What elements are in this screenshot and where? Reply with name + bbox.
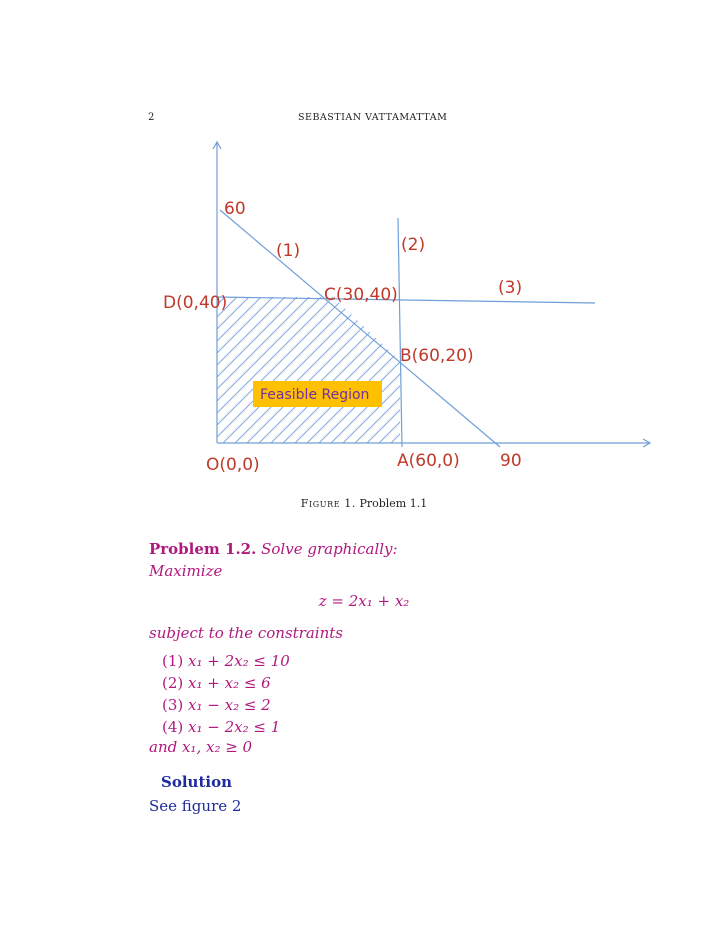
maximize-label: Maximize: [149, 562, 223, 580]
label-point-d: D(0,40): [163, 293, 228, 313]
problem-instruction: Solve graphically:: [261, 540, 398, 558]
objective-function: z = 2x₁ + x₂: [318, 592, 410, 610]
constraint-num: (4): [162, 718, 184, 736]
label-x90: 90: [500, 451, 522, 471]
hatch-line: [0, 270, 180, 470]
constraint-row: [162, 672, 290, 694]
feasible-region-label: Feasible Region: [260, 387, 370, 403]
constraint-num: (1): [162, 652, 184, 670]
figure-caption: [0, 497, 728, 510]
caption-prefix: Figure 1.: [300, 497, 356, 510]
constraint-expr: x₁ − x₂ ≤ 2: [188, 696, 271, 714]
label-point-a: A(60,0): [397, 451, 460, 471]
problem-heading: Problem 1.2.: [149, 540, 257, 558]
label-line-1: (1): [276, 241, 301, 261]
constraint-line-1: [220, 210, 500, 447]
hatch-line: [460, 270, 660, 470]
label-line-3: (3): [498, 278, 523, 298]
subject-to-label: subject to the constraints: [149, 624, 343, 642]
solution-heading: Solution: [161, 773, 232, 791]
constraint-row: [162, 650, 290, 672]
constraints-list: [162, 650, 290, 738]
running-head: SEBASTIAN VATTAMATTAM: [298, 112, 448, 123]
constraint-num: (2): [162, 674, 184, 692]
constraint-num: (3): [162, 696, 184, 714]
page-number: 2: [148, 112, 155, 123]
hatch-line: [472, 270, 672, 470]
constraint-line-3: [217, 297, 595, 303]
constraint-row: [162, 694, 290, 716]
hatch-line: [496, 270, 696, 470]
hatch-line: [448, 270, 648, 470]
problem-statement: [149, 538, 569, 582]
label-point-o: O(0,0): [206, 455, 260, 475]
hatch-line: [508, 270, 708, 470]
nonnegativity-constraint: and x₁, x₂ ≥ 0: [149, 738, 253, 756]
solution-text: See figure 2: [149, 797, 242, 815]
caption-text: Problem 1.1: [359, 497, 428, 510]
label-line-2: (2): [401, 235, 426, 255]
constraint-row: [162, 716, 290, 738]
constraint-expr: x₁ + x₂ ≤ 6: [188, 674, 271, 692]
hatch-line: [436, 270, 636, 470]
label-point-b: B(60,20): [400, 346, 474, 366]
hatch-line: [424, 270, 624, 470]
constraint-expr: x₁ − 2x₂ ≤ 1: [188, 718, 281, 736]
hatch-line: [484, 270, 684, 470]
constraint-expr: x₁ + 2x₂ ≤ 10: [188, 652, 290, 670]
label-point-c: C(30,40): [324, 285, 398, 305]
label-y60: 60: [224, 199, 246, 219]
